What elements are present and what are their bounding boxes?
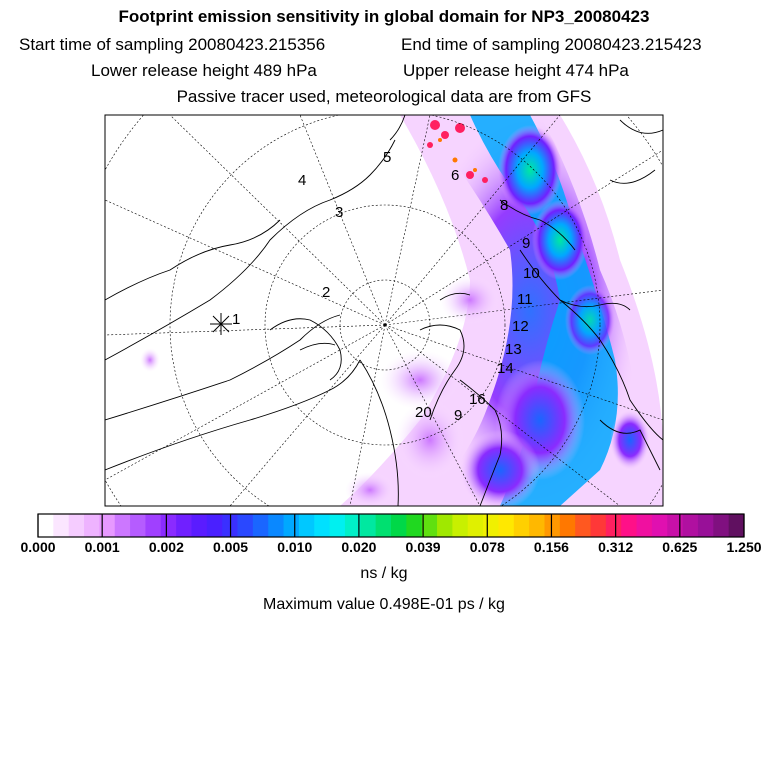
traj-label: 9 xyxy=(522,235,531,252)
scale-color-cell xyxy=(360,514,376,537)
scale-color-cell xyxy=(284,514,300,537)
scale-color-cell xyxy=(729,514,745,537)
traj-label: 13 xyxy=(505,341,522,358)
traj-label: 8 xyxy=(500,197,509,214)
scale-color-cell xyxy=(207,514,223,537)
upper-height-label: Upper release height 474 hPa xyxy=(403,61,629,80)
traj-label: 9 xyxy=(454,407,463,424)
scale-color-cell xyxy=(667,514,683,537)
scale-color-cell xyxy=(69,514,85,537)
units-label: ns / kg xyxy=(360,565,408,582)
scale-tick-label: 0.039 xyxy=(405,539,441,555)
scale-tick-label: 0.001 xyxy=(84,539,120,555)
traj-label: 14 xyxy=(497,360,514,377)
scale-tick-label: 0.010 xyxy=(277,539,313,555)
scale-color-cell xyxy=(268,514,284,537)
scale-color-cell xyxy=(621,514,637,537)
scale-tick-label: 0.002 xyxy=(148,539,184,555)
scale-color-cell xyxy=(606,514,622,537)
scale-tick-label: 0.005 xyxy=(213,539,249,555)
scale-color-cell xyxy=(591,514,607,537)
scale-tick-label: 0.078 xyxy=(469,539,505,555)
scale-color-cell xyxy=(652,514,668,537)
traj-label: 12 xyxy=(512,318,529,335)
traj-label: 11 xyxy=(517,291,533,308)
traj-label: 20 xyxy=(415,404,432,421)
scale-color-cell xyxy=(299,514,315,537)
scale-color-cell xyxy=(698,514,714,537)
scale-color-cell xyxy=(391,514,407,537)
traj-label: 4 xyxy=(298,172,307,189)
scale-color-cell xyxy=(115,514,131,537)
scale-color-cell xyxy=(176,514,192,537)
scale-color-cell xyxy=(53,514,69,537)
plot-title: Footprint emission sensitivity in global domain for NP3_20080423 xyxy=(118,7,650,26)
scale-color-cell xyxy=(514,514,530,537)
max-value-label: Maximum value 0.498E-01 ps / kg xyxy=(263,596,505,613)
scale-color-cell xyxy=(238,514,254,537)
scale-color-cell xyxy=(130,514,146,537)
traj-label: 2 xyxy=(322,284,331,301)
traj-label: 3 xyxy=(335,204,344,221)
scale-color-cell xyxy=(314,514,330,537)
scale-tick-label: 0.020 xyxy=(341,539,377,555)
scale-tick-label: 0.312 xyxy=(598,539,634,555)
scale-color-cell xyxy=(191,514,207,537)
traj-label: 10 xyxy=(523,265,540,282)
traj-label: 16 xyxy=(469,391,486,408)
traj-label: 5 xyxy=(383,149,392,166)
scale-color-cell xyxy=(683,514,699,537)
scale-color-cell xyxy=(637,514,653,537)
scale-color-cell xyxy=(544,514,560,537)
scale-color-cell xyxy=(575,514,591,537)
traj-label: 1 xyxy=(232,311,241,328)
tracer-note: Passive tracer used, meteorological data are from GFS xyxy=(176,87,592,106)
traj-label: 6 xyxy=(451,167,460,184)
scale-color-cell xyxy=(437,514,453,537)
scale-color-cell xyxy=(452,514,468,537)
scale-color-cell xyxy=(330,514,346,537)
scale-color-cell xyxy=(560,514,576,537)
scale-color-cell xyxy=(483,514,499,537)
scale-tick-label: 1.250 xyxy=(726,539,762,555)
scale-color-cell xyxy=(468,514,484,537)
scale-color-cell xyxy=(38,514,54,537)
scale-tick-label: 0.000 xyxy=(20,539,56,555)
lower-height-label: Lower release height 489 hPa xyxy=(91,61,317,80)
scale-tick-label: 0.625 xyxy=(662,539,698,555)
scale-color-cell xyxy=(84,514,100,537)
scale-color-cell xyxy=(406,514,422,537)
scale-color-cell xyxy=(422,514,438,537)
scale-color-cell xyxy=(529,514,545,537)
start-time-label: Start time of sampling 20080423.215356 xyxy=(19,35,326,54)
scale-color-cell xyxy=(253,514,269,537)
scale-color-cell xyxy=(145,514,161,537)
scale-color-cell xyxy=(161,514,177,537)
scale-tick-label: 0.156 xyxy=(533,539,569,555)
scale-color-cell xyxy=(713,514,729,537)
end-time-label: End time of sampling 20080423.215423 xyxy=(401,35,702,54)
scale-color-cell xyxy=(498,514,514,537)
scale-color-cell xyxy=(376,514,392,537)
